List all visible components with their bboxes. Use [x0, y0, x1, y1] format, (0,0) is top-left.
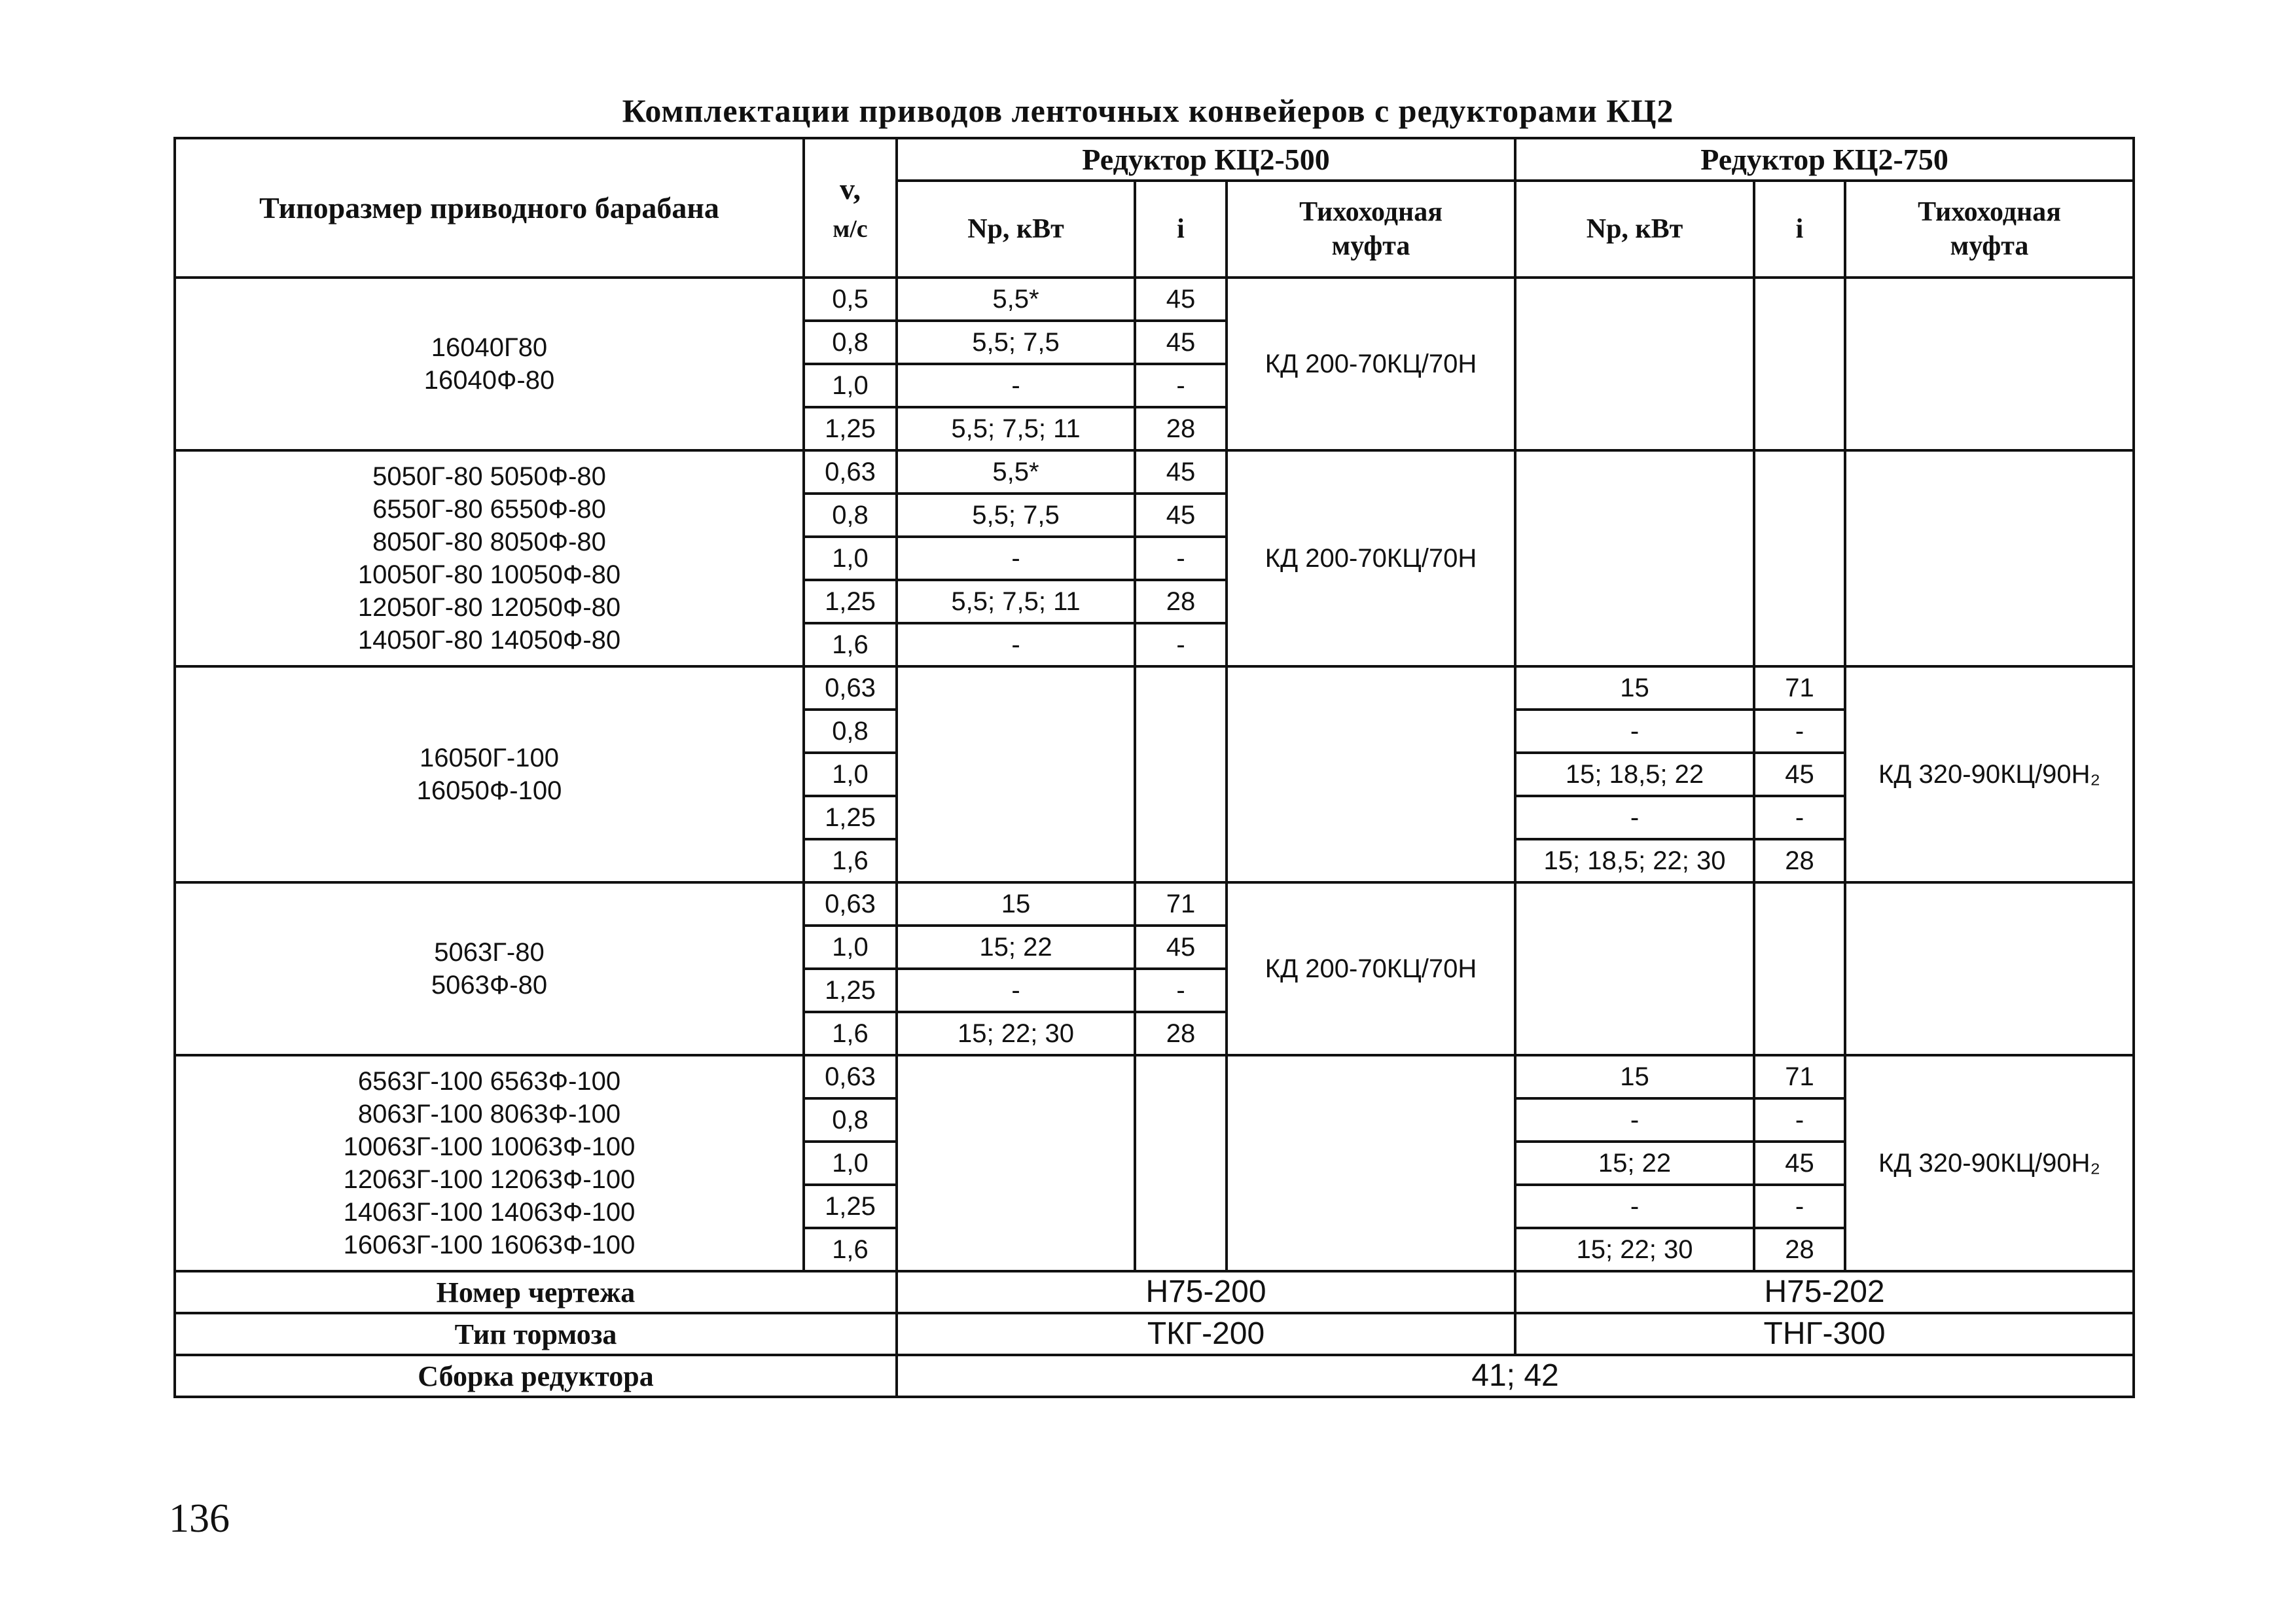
table-body: [175, 278, 2134, 1271]
table-row: [175, 882, 2134, 926]
drum-sizes: [175, 450, 804, 666]
ratio-750: 71: [1754, 1055, 1845, 1098]
ratio-750-empty: [1754, 450, 1845, 666]
drum-size: 5063Г-80: [434, 938, 545, 967]
power-500: 5,5; 7,5: [897, 321, 1135, 364]
ratio-750: 45: [1754, 753, 1845, 796]
power-500: 5,5; 7,5; 11: [897, 407, 1135, 450]
power-750: 15; 22; 30: [1515, 1228, 1754, 1271]
speed: 0,5: [804, 278, 897, 321]
coupling-750: КД 320-90КЦ/90Н₂: [1845, 666, 2134, 882]
speed: 0,8: [804, 710, 897, 753]
ratio-500: 45: [1135, 926, 1227, 969]
ratio-750: 71: [1754, 666, 1845, 710]
power-500: -: [897, 537, 1135, 580]
power-500: 5,5; 7,5; 11: [897, 580, 1135, 623]
coupling-label-2: муфта: [1950, 231, 2029, 261]
coupling-500: [1227, 666, 1515, 882]
drum-size: 14063Г-100 14063Ф-100: [343, 1198, 636, 1227]
power-750: 15: [1515, 666, 1754, 710]
coupling-500: КД 200-70КЦ/70Н: [1227, 450, 1515, 666]
header-coupling-750: [1845, 181, 2134, 278]
brake-label: Тип тормоза: [175, 1313, 897, 1355]
drum-sizes: [175, 1055, 804, 1271]
assembly-value: 41; 42: [897, 1355, 2134, 1397]
speed: 1,0: [804, 753, 897, 796]
assembly-label: Сборка редуктора: [175, 1355, 897, 1397]
brake-500: ТКГ-200: [897, 1313, 1515, 1355]
ratio-500: 45: [1135, 450, 1227, 494]
speed: 1,6: [804, 839, 897, 882]
power-750-empty: [1515, 450, 1754, 666]
speed: 0,8: [804, 321, 897, 364]
power-500: 5,5*: [897, 278, 1135, 321]
coupling-500: КД 200-70КЦ/70Н: [1227, 278, 1515, 450]
power-500: -: [897, 364, 1135, 407]
drum-size: 16050Г-100: [420, 744, 559, 772]
speed: 1,6: [804, 1228, 897, 1271]
drum-sizes: [175, 278, 804, 450]
ratio-750-empty: [1754, 882, 1845, 1055]
ratio-500: 28: [1135, 407, 1227, 450]
power-500: 15: [897, 882, 1135, 926]
page-number: 136: [169, 1496, 230, 1541]
power-500: 5,5; 7,5: [897, 494, 1135, 537]
power-750: 15; 22: [1515, 1142, 1754, 1185]
drum-size: 6550Г-80 6550Ф-80: [372, 495, 606, 524]
drum-sizes: [175, 666, 804, 882]
coupling-750: КД 320-90КЦ/90Н₂: [1845, 1055, 2134, 1271]
power-500: 15; 22; 30: [897, 1012, 1135, 1055]
drum-size: 12050Г-80 12050Ф-80: [357, 593, 621, 622]
coupling-750: [1845, 882, 2134, 1055]
speed: 0,8: [804, 494, 897, 537]
header-coupling-500: [1227, 181, 1515, 278]
speed: 1,6: [804, 623, 897, 666]
ratio-500: -: [1135, 364, 1227, 407]
drum-size: 16063Г-100 16063Ф-100: [343, 1231, 636, 1259]
ratio-500: -: [1135, 969, 1227, 1012]
drum-size: 10063Г-100 10063Ф-100: [343, 1132, 636, 1161]
ratio-500: 28: [1135, 1012, 1227, 1055]
power-750: -: [1515, 796, 1754, 839]
table-row: [175, 278, 2134, 321]
ratio-750: 28: [1754, 1228, 1845, 1271]
speed: 0,8: [804, 1098, 897, 1142]
drum-sizes: [175, 882, 804, 1055]
power-750: -: [1515, 1185, 1754, 1228]
ratio-500: 71: [1135, 882, 1227, 926]
coupling-label-1: Тихоходная: [1299, 196, 1443, 227]
drum-size: 16040Ф-80: [423, 366, 555, 395]
drum-size: 5063Ф-80: [431, 971, 548, 1000]
power-750: 15; 18,5; 22: [1515, 753, 1754, 796]
drum-size: 12063Г-100 12063Ф-100: [343, 1165, 636, 1194]
speed-symbol: v,: [840, 172, 861, 206]
power-750: 15: [1515, 1055, 1754, 1098]
speed-unit: м/с: [833, 215, 868, 243]
drum-size: 10050Г-80 10050Ф-80: [357, 560, 621, 589]
table-row: [175, 450, 2134, 494]
power-500-empty: [897, 666, 1135, 882]
table-row: [175, 666, 2134, 710]
ratio-500: 45: [1135, 278, 1227, 321]
ratio-500-empty: [1135, 666, 1227, 882]
table-title: Комплектации приводов ленточных конвейеров с редукторами КЦ2: [622, 92, 1674, 129]
power-500: 15; 22: [897, 926, 1135, 969]
drum-size: 8050Г-80 8050Ф-80: [372, 528, 606, 556]
coupling-label-2: муфта: [1331, 231, 1410, 261]
ratio-500: 28: [1135, 580, 1227, 623]
drum-size: 6563Г-100 6563Ф-100: [357, 1067, 621, 1096]
ratio-500-empty: [1135, 1055, 1227, 1271]
drum-size: 16040Г80: [431, 333, 548, 362]
header-reducer-750: Редуктор КЦ2-750: [1515, 138, 2134, 181]
speed: 1,25: [804, 796, 897, 839]
speed: 0,63: [804, 666, 897, 710]
power-750: -: [1515, 710, 1754, 753]
power-750: 15; 18,5; 22; 30: [1515, 839, 1754, 882]
drum-size: 16050Ф-100: [416, 776, 562, 805]
drawing-750: Н75-202: [1515, 1271, 2134, 1313]
power-750: -: [1515, 1098, 1754, 1142]
speed: 0,63: [804, 450, 897, 494]
drum-size: 14050Г-80 14050Ф-80: [357, 626, 621, 655]
header-i-500: i: [1135, 181, 1227, 278]
power-750-empty: [1515, 278, 1754, 450]
ratio-500: 45: [1135, 321, 1227, 364]
ratio-500: 45: [1135, 494, 1227, 537]
coupling-750: [1845, 450, 2134, 666]
speed: 1,6: [804, 1012, 897, 1055]
ratio-750: -: [1754, 710, 1845, 753]
ratio-750-empty: [1754, 278, 1845, 450]
header-speed: [804, 138, 897, 278]
coupling-500: КД 200-70КЦ/70Н: [1227, 882, 1515, 1055]
power-500: 5,5*: [897, 450, 1135, 494]
speed: 1,25: [804, 969, 897, 1012]
drum-size: 5050Г-80 5050Ф-80: [372, 462, 606, 491]
power-500: -: [897, 623, 1135, 666]
header-reducer-500: Редуктор КЦ2-500: [897, 138, 1515, 181]
ratio-750: -: [1754, 1185, 1845, 1228]
header-drum: Типоразмер приводного барабана: [175, 138, 804, 278]
ratio-750: -: [1754, 796, 1845, 839]
drum-size: 8063Г-100 8063Ф-100: [357, 1100, 621, 1128]
speed: 1,25: [804, 1185, 897, 1228]
header-np-500: Np, кВт: [897, 181, 1135, 278]
drawing-500: Н75-200: [897, 1271, 1515, 1313]
coupling-750: [1845, 278, 2134, 450]
ratio-500: -: [1135, 623, 1227, 666]
ratio-750: -: [1754, 1098, 1845, 1142]
speed: 1,0: [804, 926, 897, 969]
table-row: [175, 1055, 2134, 1098]
power-500-empty: [897, 1055, 1135, 1271]
ratio-500: -: [1135, 537, 1227, 580]
coupling-label-1: Тихоходная: [1918, 196, 2061, 227]
speed: 1,25: [804, 580, 897, 623]
speed: 1,0: [804, 537, 897, 580]
speed: 1,0: [804, 1142, 897, 1185]
power-500: -: [897, 969, 1135, 1012]
conveyor-drive-table: [173, 137, 2135, 1398]
power-750-empty: [1515, 882, 1754, 1055]
speed: 0,63: [804, 1055, 897, 1098]
ratio-750: 45: [1754, 1142, 1845, 1185]
speed: 0,63: [804, 882, 897, 926]
header-i-750: i: [1754, 181, 1845, 278]
drawing-label: Номер чертежа: [175, 1271, 897, 1313]
header-np-750: Np, кВт: [1515, 181, 1754, 278]
brake-750: ТНГ-300: [1515, 1313, 2134, 1355]
ratio-750: 28: [1754, 839, 1845, 882]
coupling-500: [1227, 1055, 1515, 1271]
speed: 1,0: [804, 364, 897, 407]
speed: 1,25: [804, 407, 897, 450]
